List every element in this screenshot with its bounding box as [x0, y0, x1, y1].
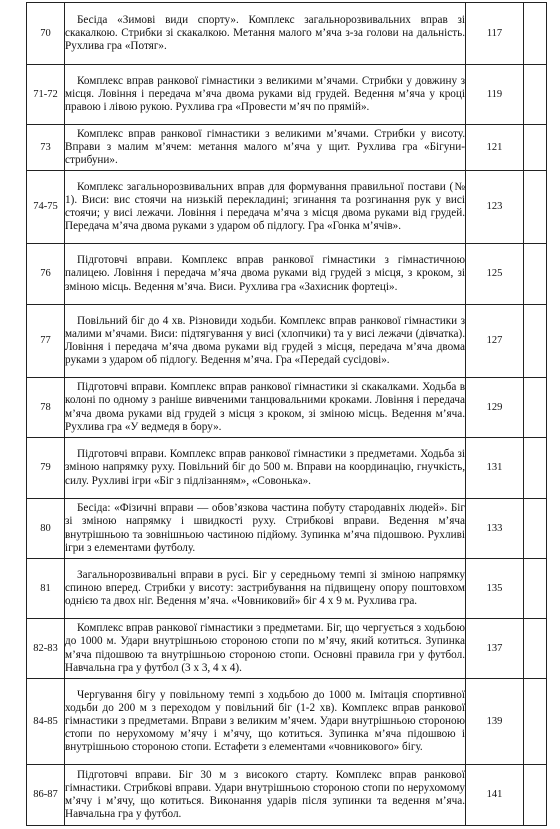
table-row — [27, 619, 547, 679]
page-reference: 141 — [466, 765, 524, 826]
table-row — [27, 438, 547, 499]
lesson-content — [65, 765, 466, 826]
lesson-text: Бесіда: «Фізичні вправи — обов’язкова частина побуту стародавніх людей». Біг зі зміною напрямку і швидкості руху. Стрибкові вправи. Ведення м’яча внутрішньою та зовнішньою частиною підйому. Зупинка м’яча підошвою. Рухливі ігри з елементами футболу. — [65, 502, 465, 554]
lesson-number: 76 — [27, 244, 65, 305]
lesson-content — [65, 619, 466, 679]
empty-cell — [524, 171, 547, 244]
lesson-number: 78 — [27, 378, 65, 438]
table-row — [27, 244, 547, 305]
empty-cell — [524, 3, 547, 65]
lesson-text: Комплекс вправ ранкової гімнастики з великими м’ячами. Стрибки у довжину з місця. Ловіння і передача м’яча двома руками від грудей. Ведення м’яча у кроці правою і лівою рукою. Рухлива гра «Провести м’яч по прямій». — [65, 74, 465, 114]
table-row — [27, 499, 547, 559]
lesson-number: 82-83 — [27, 619, 65, 679]
page-reference: 137 — [466, 619, 524, 679]
lesson-content — [65, 438, 466, 499]
lesson-text: Комплекс вправ ранкової гімнастики з предметами. Біг, що чергується з ходьбою до 1000 м. Удари внутрішньою стороною стопи по м’ячу, який котиться. Зупинка м’яча підошвою та внутрішньою стороною стопи. Основні правила гри у футбол. Навчальна гра у футбол (3 х 3, 4 х 4). — [65, 622, 465, 674]
lesson-content — [65, 125, 466, 171]
lesson-text: Підготовчі вправи. Комплекс вправ ранкової гімнастики з гімнастичною палицею. Ловіння і передача м’яча двома руками від грудей з місця, з кроком, зі зміною місць. Ведення м’яча. Виси. Рухлива гра «Захисник фортеці». — [65, 254, 465, 293]
page-reference: 135 — [466, 559, 524, 619]
lesson-text: Чергування бігу у повільному темпі з ходьбою до 1000 м. Імітація спортивної ходьби до 200 м з переходом у повільний біг (1-2 хв). Комплекс вправ ранкової гімнастики з предметами. Вправи з великим м’ячем. Удари внутрішньою стороною стопи по нерухомому м’ячу і м’ячу, що котиться. Зупинка м’яча підошвою і внутрішньою стороною стопи. Естафети з елементами «човникового» бігу. — [65, 688, 465, 754]
lesson-content — [65, 559, 466, 619]
lesson-content — [65, 171, 466, 244]
table-row — [27, 125, 547, 171]
page-reference: 117 — [466, 3, 524, 65]
lesson-number: 81 — [27, 559, 65, 619]
lesson-text: Підготовчі вправи. Комплекс вправ ранкової гімнастики зі скакалками. Ходьба в колоні по одному з раніше вивченими танцювальними кроками. Ловіння і передача м’яча двома руками від грудей з місця з кроком, зі зміною місць. Ведення м’яча. Рухлива гра «У ведмедя в бору». — [65, 381, 465, 433]
lesson-content — [65, 679, 466, 765]
empty-cell — [524, 765, 547, 826]
lesson-text: Бесіда «Зимові види спорту». Комплекс загальнорозвивальних вправ зі скакалкою. Стрибки зі скакалкою. Метання малого м’яча з-за голови на дальність. Рухлива гра «Потяг». — [65, 13, 465, 53]
lesson-content — [65, 499, 466, 559]
page-reference: 131 — [466, 438, 524, 499]
empty-cell — [524, 679, 547, 765]
empty-cell — [524, 305, 547, 378]
empty-cell — [524, 499, 547, 559]
lesson-number: 74-75 — [27, 171, 65, 244]
page-reference: 133 — [466, 499, 524, 559]
lesson-number: 84-85 — [27, 679, 65, 765]
table-row — [27, 559, 547, 619]
lesson-number: 77 — [27, 305, 65, 378]
lesson-content — [65, 3, 466, 65]
page-reference: 121 — [466, 125, 524, 171]
lesson-text: Комплекс вправ ранкової гімнастики з великими м’ячами. Стрибки у висоту. Вправи з малим м’ячем: метання малого м’яча у щит. Рухлива гра «Бігуни-стрибуни». — [65, 127, 465, 167]
page-reference: 139 — [466, 679, 524, 765]
page-reference: 123 — [466, 171, 524, 244]
empty-cell — [524, 244, 547, 305]
empty-cell — [524, 619, 547, 679]
table-row — [27, 65, 547, 125]
lesson-text: Підготовчі вправи. Комплекс вправ ранкової гімнастики з предметами. Ходьба зі зміною напрямку руху. Повільний біг до 500 м. Вправи на координацію, гнучкість, силу. Рухливі ігри «Біг з підлізанням», «Совонька». — [65, 448, 465, 487]
table-row — [27, 378, 547, 438]
lesson-content — [65, 378, 466, 438]
lesson-text: Підготовчі вправи. Біг 30 м з високого старту. Комплекс вправ ранкової гімнастики. Стрибкові вправи. Удари внутрішньою стороною стопи по нерухомому м’ячу і м’ячу, що котиться. Виконання ударів після зупинки та ведення м’яча. Навчальна гра у футбол. — [65, 768, 465, 821]
lesson-content — [65, 244, 466, 305]
empty-cell — [524, 378, 547, 438]
page-reference: 119 — [466, 65, 524, 125]
empty-cell — [524, 438, 547, 499]
empty-cell — [524, 65, 547, 125]
lesson-text: Загальнорозвивальні вправи в русі. Біг у середньому темпі зі зміною напрямку спиною вперед. Стрибки у висоту: застрибування на підвищену опору поштовхом однією та двох ніг. Ведення м’яча. «Човниковий» біг 4 х 9 м. Рухлива гра. — [65, 568, 465, 608]
lesson-number: 70 — [27, 3, 65, 65]
lesson-content — [65, 65, 466, 125]
table-row — [27, 171, 547, 244]
lesson-number: 71-72 — [27, 65, 65, 125]
lesson-plan-table — [26, 2, 547, 826]
lesson-number: 79 — [27, 438, 65, 499]
lesson-content — [65, 305, 466, 378]
table-row — [27, 305, 547, 378]
page-reference: 125 — [466, 244, 524, 305]
empty-cell — [524, 125, 547, 171]
empty-cell — [524, 559, 547, 619]
lesson-number: 86-87 — [27, 765, 65, 826]
page-reference: 129 — [466, 378, 524, 438]
table-row — [27, 3, 547, 65]
lesson-text: Комплекс загальнорозвивальних вправ для формування правильної постави (№ 1). Виси: вис стоячи на низькій перекладині; згинання та розгинання рук у висі стоячи; у висі лежачи. Ловіння і передача м’яча з місця двома руками від грудей. Передача м’яча двома руками з ударом об підлогу. Гра «Гонка м’ячів». — [65, 180, 465, 233]
table-row — [27, 765, 547, 826]
table-row — [27, 679, 547, 765]
page-reference: 127 — [466, 305, 524, 378]
lesson-text: Повільний біг до 4 хв. Різновиди ходьби. Комплекс вправ ранкової гімнастики з малими м’ячами. Виси: підтягування у висі (хлопчики) та у висі лежачи (дівчатка). Ловіння і передача м’яча двома руками від грудей з місця, передача м’яча двома руками з ударом об підлогу. Ведення м’яча. Гра «Передай сусідові». — [65, 314, 465, 367]
lesson-number: 73 — [27, 125, 65, 171]
lesson-number: 80 — [27, 499, 65, 559]
